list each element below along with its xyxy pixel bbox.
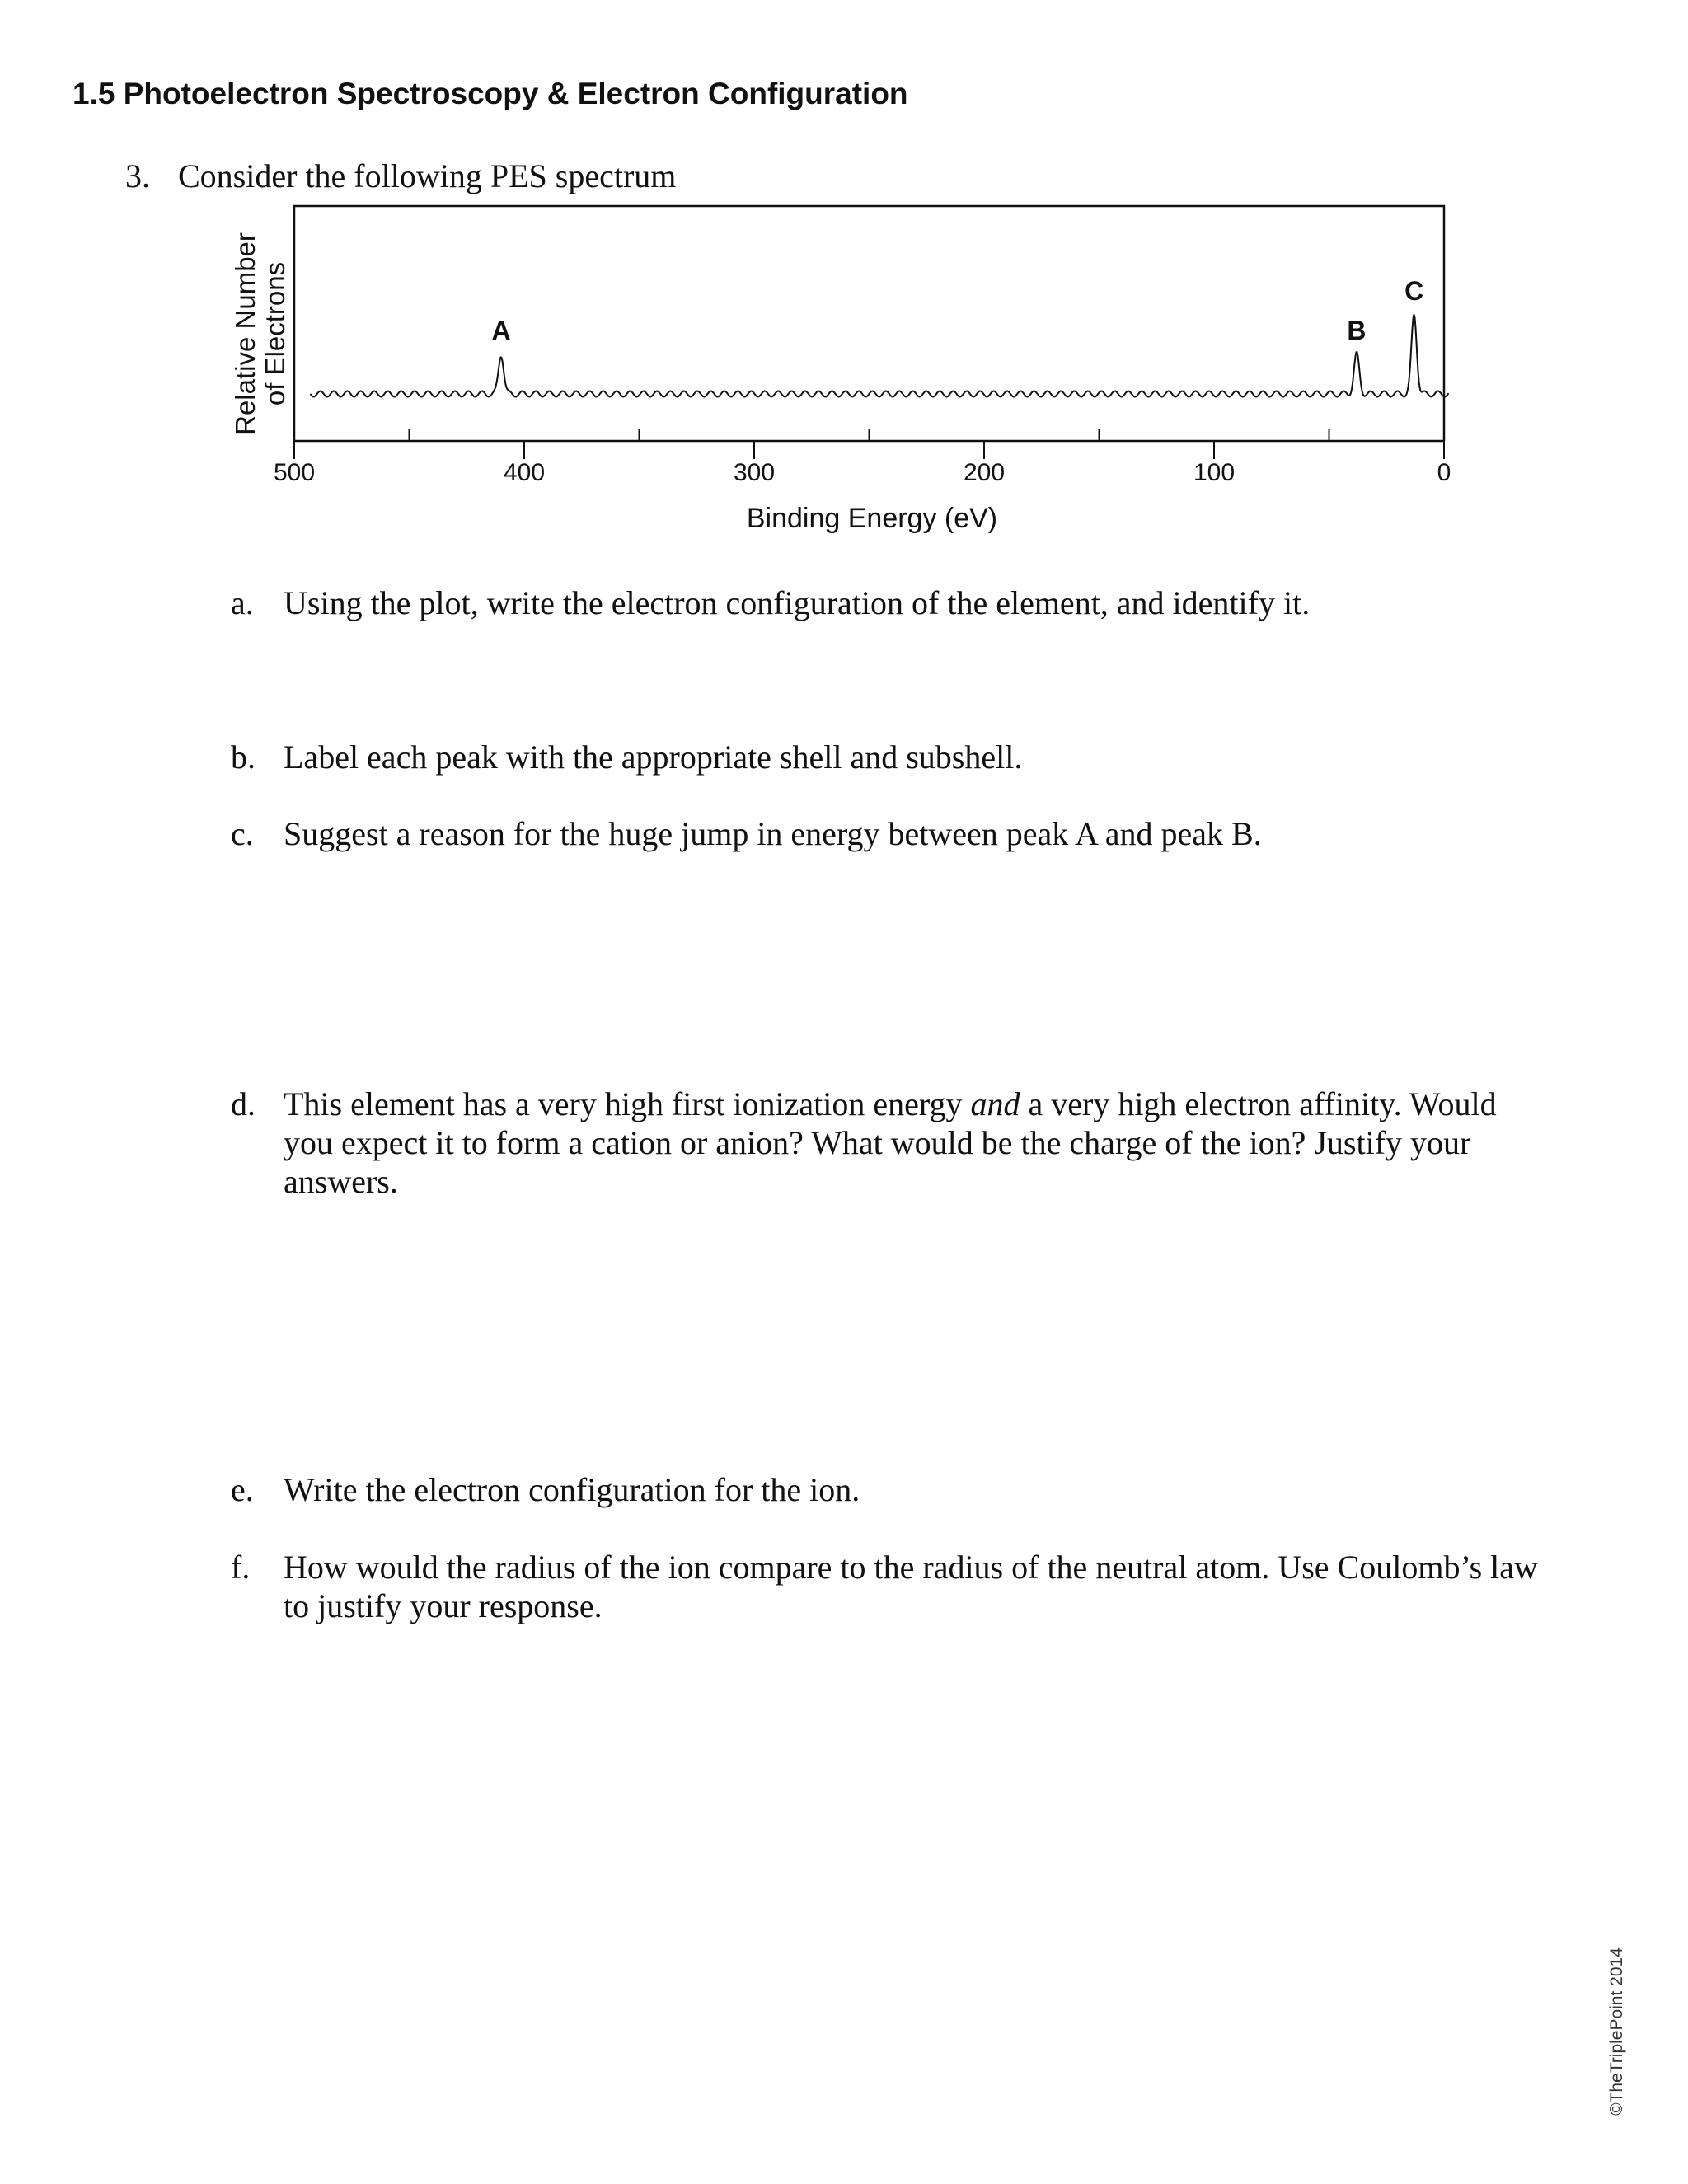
peak-label-a: A xyxy=(491,316,511,345)
part-f-letter: f. xyxy=(231,1549,251,1586)
part-c-letter: c. xyxy=(231,815,254,852)
x-tick-label: 300 xyxy=(733,459,776,486)
y-axis-label-line2: of Electrons xyxy=(260,261,290,406)
spectrum-trace xyxy=(311,314,1449,396)
watermark-text: ©TheTriplePoint 2014 xyxy=(1607,1947,1626,2116)
chart-frame xyxy=(294,206,1444,441)
part-e-letter: e. xyxy=(231,1471,254,1508)
x-tick-label: 200 xyxy=(963,459,1006,486)
peak-label-c: C xyxy=(1404,276,1424,306)
part-d-text-before: This element has a very high first ionization energy xyxy=(284,1085,971,1122)
part-d-text xyxy=(284,1085,1553,1201)
part-f-text: How would the radius of the ion compare to the radius of the neutral atom. Use Coulomb’s law to justify your response. xyxy=(284,1549,1538,1624)
part-d-letter: d. xyxy=(231,1085,256,1122)
x-tick-label: 0 xyxy=(1437,459,1451,486)
part-a-text: Using the plot, write the electron configuration of the element, and identify it. xyxy=(284,584,1311,621)
page-heading: 1.5 Photoelectron Spectroscopy & Electron Configuration xyxy=(73,77,908,110)
part-d-text-after: a very high electron affinity. Would you expect it to form a cation or anion? What would be the charge of the ion? Justify your answers. xyxy=(284,1085,1497,1200)
part-a-letter: a. xyxy=(231,584,254,621)
x-axis-ticks xyxy=(274,429,1451,486)
part-b-text: Label each peak with the appropriate shell and subshell. xyxy=(284,738,1023,776)
peak-label-b: B xyxy=(1347,316,1367,345)
part-d-text-emphasis: and xyxy=(970,1085,1020,1122)
spectrum-line xyxy=(311,314,1449,396)
part-c-text: Suggest a reason for the huge jump in energy between peak A and peak B. xyxy=(284,815,1262,852)
part-e-text: Write the electron configuration for the ion. xyxy=(284,1471,860,1508)
x-tick-label: 500 xyxy=(273,459,316,486)
plot-border xyxy=(294,206,1444,441)
question-text: Consider the following PES spectrum xyxy=(178,157,677,194)
question-number: 3. xyxy=(125,157,150,194)
y-axis-label-line1: Relative Number xyxy=(230,232,260,435)
x-axis-label: Binding Energy (eV) xyxy=(746,503,998,534)
part-b-letter: b. xyxy=(231,738,256,776)
spectrum-peaks xyxy=(492,276,1424,345)
copyright-watermark xyxy=(1604,1908,1629,2155)
x-tick-label: 100 xyxy=(1193,459,1236,486)
pes-spectrum-chart xyxy=(0,0,1688,577)
x-tick-label: 400 xyxy=(503,459,546,486)
